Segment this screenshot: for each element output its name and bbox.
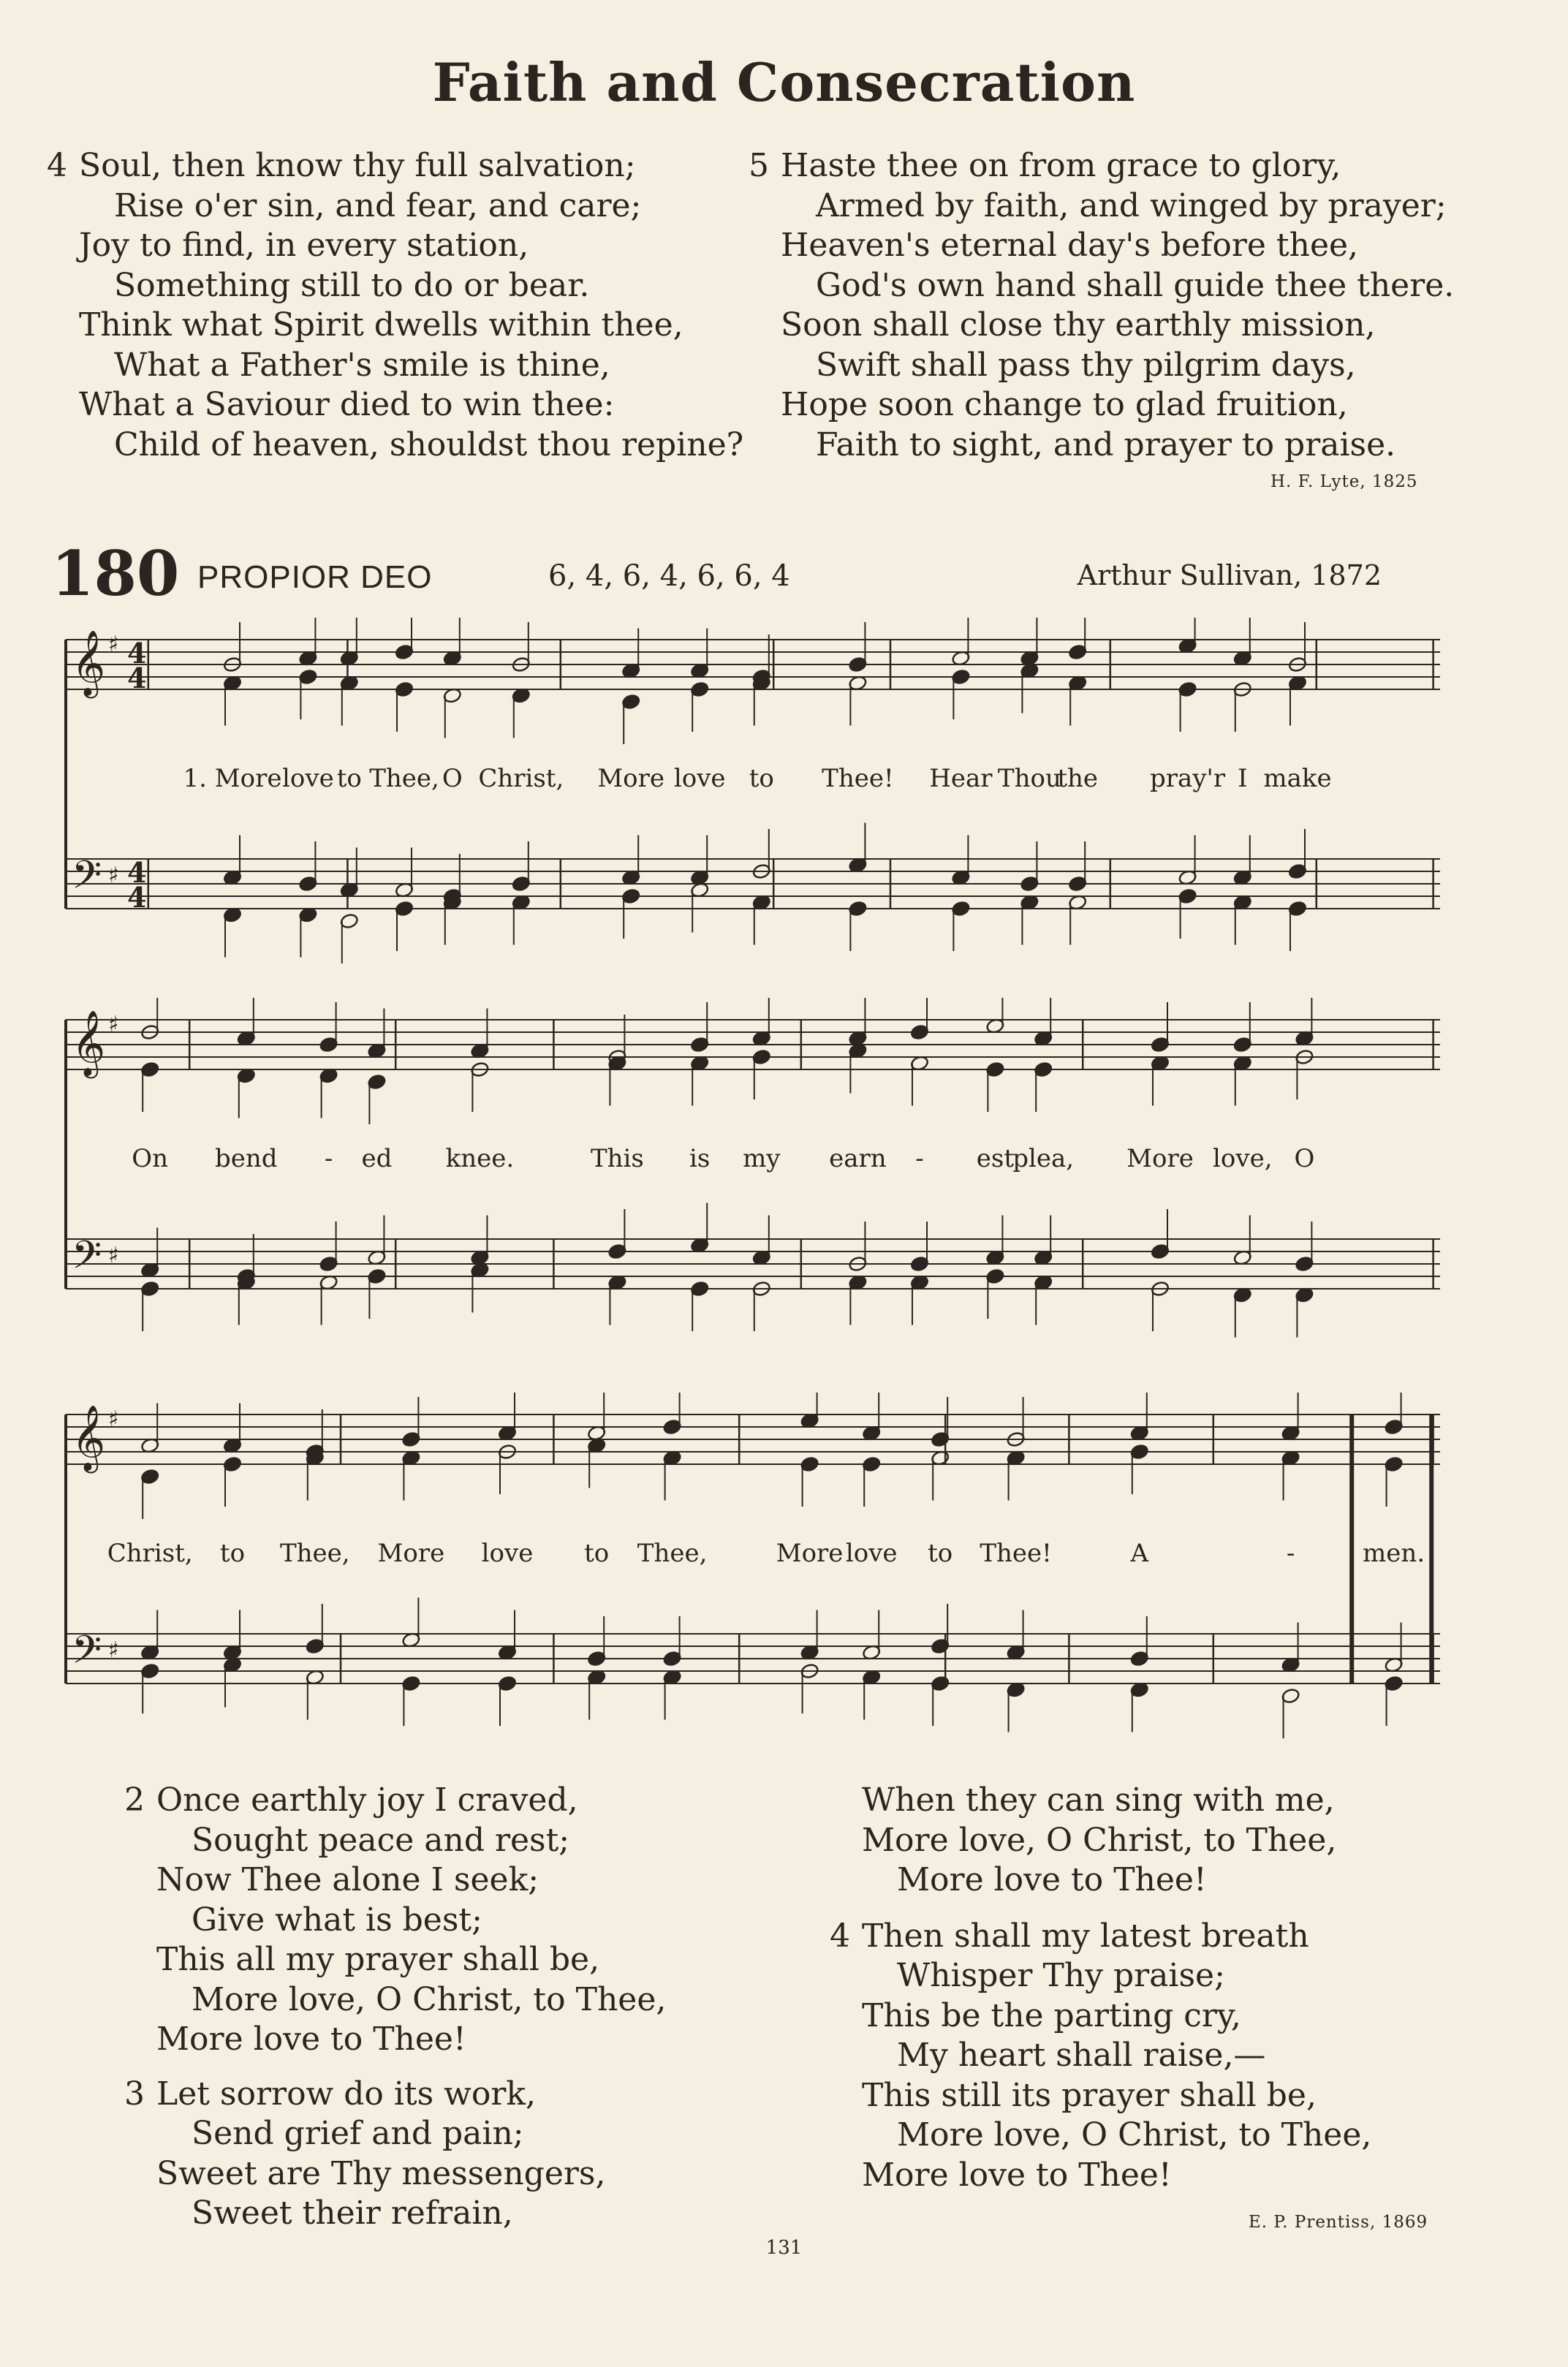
lyric-syllable: love (673, 764, 726, 793)
verse-line (124, 1901, 666, 1941)
verse-line (47, 346, 743, 386)
hymn-header (51, 537, 1520, 610)
verse-line-text: Something still to do or bear. (114, 266, 590, 304)
key-signature-sharp: ♯ (108, 1406, 119, 1432)
verse-line (830, 2156, 1371, 2196)
verse-line (124, 1860, 666, 1901)
stanzas-3-cont-4 (830, 1781, 1371, 2195)
lyric-syllable: to (336, 764, 362, 793)
verse-line (749, 385, 1454, 425)
verse-line (830, 1821, 1371, 1861)
verse-line (47, 186, 743, 227)
page-number: 131 (765, 2237, 803, 2259)
verse-line (124, 2075, 666, 2115)
lyric-syllable: More (377, 1539, 445, 1568)
lyric-syllable: pray'r (1150, 764, 1226, 793)
verse-line-text: Soon shall close thy earthly mission, (781, 306, 1376, 344)
stanza (830, 1917, 1371, 2196)
verse-line-text: Then shall my latest breath (862, 1917, 1309, 1955)
lyric-syllable: make (1263, 764, 1332, 793)
lyric-syllable: bend (215, 1144, 278, 1173)
verse-line-text: Heaven's eternal day's before thee, (781, 227, 1359, 264)
verse-line (749, 186, 1454, 227)
lyric-syllable: love (481, 1539, 534, 1568)
lyric-line (51, 1539, 1455, 1575)
stanzas-2-3 (124, 1781, 666, 2234)
key-signature-sharp: ♯ (108, 1012, 119, 1037)
time-signature-numerator: 4 (127, 637, 147, 670)
verse-line-text: More love to Thee! (862, 2156, 1172, 2194)
lyric-syllable: the (1057, 764, 1099, 793)
verse-line-text: This be the parting cry, (862, 1996, 1241, 2034)
bass-clef: 𝄢 (72, 1628, 102, 1682)
verse-line-text: Let sorrow do its work, (156, 2075, 536, 2113)
verse-line (47, 306, 743, 346)
verse-line (47, 425, 743, 466)
music-system-1 (51, 618, 1455, 969)
verse-line (830, 1996, 1371, 2037)
verse-line-text: Send grief and pain; (192, 2115, 524, 2152)
verse-line-text: My heart shall raise,— (897, 2037, 1266, 2074)
lyric-syllable: Hear (929, 764, 993, 793)
time-signature-numerator: 4 (127, 856, 147, 889)
lyric-line (51, 1144, 1455, 1181)
verse-line-text: More love, O Christ, to Thee, (192, 1980, 667, 2018)
meter: 6, 4, 6, 4, 6, 6, 4 (548, 559, 790, 593)
lyric-syllable: - (1286, 1539, 1295, 1568)
lyric-syllable: plea, (1012, 1144, 1075, 1173)
verse-line (124, 2114, 666, 2154)
time-signature-denominator: 4 (127, 881, 147, 914)
verse-line-text: More love, O Christ, to Thee, (862, 1821, 1337, 1859)
stanza (124, 1781, 666, 2060)
verse-line-text: Sweet their refrain, (192, 2194, 513, 2232)
verse-line (124, 1821, 666, 1861)
verse-line (749, 306, 1454, 346)
lyric-syllable: ed (361, 1144, 393, 1173)
lyric-syllable: - (915, 1144, 924, 1173)
lyric-syllable: This (590, 1144, 644, 1173)
key-signature-sharp: ♯ (108, 632, 119, 657)
lyric-syllable: Thee! (980, 1539, 1052, 1568)
verse-line (749, 226, 1454, 266)
stanza (124, 2075, 666, 2234)
stanza-number: 5 (749, 147, 769, 184)
verse-line (124, 1940, 666, 1980)
stanza (830, 1781, 1371, 1901)
hymn-number: 180 (51, 537, 180, 610)
music-system-3 (51, 1393, 1455, 1743)
lyric-syllable: Christ, (478, 764, 564, 793)
verse-line (749, 146, 1454, 186)
verse-line (47, 266, 743, 306)
verse-line-text: Rise o'er sin, and fear, and care; (114, 186, 642, 224)
lyric-syllable: A (1130, 1539, 1149, 1568)
verse-line-text: What a Father's smile is thine, (114, 346, 610, 384)
verse-line-text: God's own hand shall guide thee there. (816, 266, 1455, 304)
verse-line-text: This still its prayer shall be, (862, 2076, 1317, 2114)
verse-line-text: Joy to find, in every station, (79, 227, 529, 264)
lyric-syllable: love (282, 764, 334, 793)
verse-line (830, 1860, 1371, 1901)
verse-line-text: Give what is best; (192, 1901, 482, 1939)
verse-line-text: More love to Thee! (156, 2021, 466, 2058)
verse-line-text: What a Saviour died to win thee: (79, 386, 615, 423)
verse-line-text: Sought peace and rest; (192, 1821, 570, 1859)
lyric-syllable: love (845, 1539, 898, 1568)
lyric-syllable: - (324, 1144, 333, 1173)
lyric-syllable: Thee, (369, 764, 439, 793)
verse-line (830, 1917, 1371, 1957)
verse-line-text: Now Thee alone I seek; (156, 1861, 539, 1898)
tune-name: PROPIOR DEO (197, 559, 433, 595)
verse-line (124, 1980, 666, 2021)
lyric-syllable: men. (1363, 1539, 1425, 1568)
lyric-syllable: More (1126, 1144, 1194, 1173)
lyric-syllable: earn (829, 1144, 887, 1173)
verse-line-text: Think what Spirit dwells within thee, (79, 306, 683, 344)
stanza-5-previous-hymn (749, 146, 1454, 465)
verse-line-text: When they can sing with me, (862, 1781, 1335, 1819)
verse-line (47, 146, 743, 186)
verse-line (830, 2116, 1371, 2156)
bass-clef: 𝄢 (72, 853, 102, 907)
lyric-syllable: to (219, 1539, 246, 1568)
verse-line (749, 425, 1454, 466)
lyric-syllable: More (597, 764, 665, 793)
lyric-syllable: O (442, 764, 463, 793)
verse-line-text: More love, O Christ, to Thee, (897, 2116, 1372, 2154)
verse-line (47, 385, 743, 425)
lyric-syllable: love, (1213, 1144, 1273, 1173)
lyric-syllable: Thee! (822, 764, 894, 793)
lyric-syllable: Thee, (279, 1539, 350, 1568)
verse-line-text: This all my prayer shall be, (156, 1941, 600, 1978)
key-signature-sharp: ♯ (108, 1637, 119, 1663)
verse-line (749, 346, 1454, 386)
verse-line (124, 2020, 666, 2060)
stanza-4-previous-hymn (47, 146, 743, 465)
treble-clef: 𝄞 (72, 1010, 106, 1076)
time-signature-denominator: 4 (127, 662, 147, 694)
verse-line-text: Faith to sight, and prayer to praise. (816, 425, 1396, 463)
stanza (47, 146, 743, 465)
key-signature-sharp: ♯ (108, 1243, 119, 1268)
lyric-syllable: to (928, 1539, 953, 1568)
lyric-syllable: On (132, 1144, 169, 1173)
verse-line (830, 2036, 1371, 2076)
lyric-syllable: knee. (445, 1144, 515, 1173)
verse-line (124, 2194, 666, 2234)
stanza (749, 146, 1454, 465)
lyric-syllable: O (1294, 1144, 1315, 1173)
verse-line-text: Soul, then know thy full salvation; (79, 147, 636, 184)
verse-line (830, 1956, 1371, 1996)
lyric-syllable: Thou (997, 764, 1061, 793)
lyric-syllable: I (1238, 764, 1248, 793)
lyric-syllable: is (689, 1144, 711, 1173)
verse-line-text: Sweet are Thy messengers, (156, 2154, 606, 2192)
verse-line-text: Swift shall pass thy pilgrim days, (816, 346, 1356, 384)
verse-line (830, 2076, 1371, 2116)
verse-line-text: Hope soon change to glad fruition, (781, 386, 1348, 423)
lyric-syllable: my (743, 1144, 781, 1173)
key-signature-sharp: ♯ (108, 863, 119, 888)
verse-line (124, 2154, 666, 2194)
verse-line (830, 1781, 1371, 1821)
lyric-syllable: to (749, 764, 774, 793)
verse-line (124, 1781, 666, 1821)
page-title: Faith and Consecration (432, 51, 1136, 113)
verse-line (749, 266, 1454, 306)
lyric-syllable: Christ, (107, 1539, 193, 1568)
stanza-number: 4 (830, 1917, 850, 1955)
author-credit-lyte: H. F. Lyte, 1825 (1270, 472, 1418, 491)
verse-line-text: Haste thee on from grace to glory, (781, 147, 1341, 184)
verse-line-text: Whisper Thy praise; (897, 1957, 1225, 1994)
verse-line-text: More love to Thee! (897, 1861, 1207, 1898)
lyric-syllable: Thee, (637, 1539, 708, 1568)
verse-line-text: Armed by faith, and winged by prayer; (816, 186, 1447, 224)
lyric-syllable: 1. More (183, 764, 282, 793)
lyric-syllable: More (776, 1539, 844, 1568)
stanza-number: 2 (124, 1781, 145, 1819)
music-system-2 (51, 998, 1455, 1349)
stanza-number: 4 (47, 147, 67, 184)
stanza-number: 3 (124, 2075, 145, 2113)
verse-line-text: Once earthly joy I craved, (156, 1781, 578, 1819)
lyric-line (51, 764, 1455, 800)
bass-clef: 𝄢 (72, 1233, 102, 1287)
lyric-syllable: est (976, 1144, 1015, 1173)
verse-line-text: Child of heaven, shouldst thou repine? (114, 425, 744, 463)
treble-clef: 𝄞 (72, 630, 106, 696)
verse-line (47, 226, 743, 266)
author-credit-prentiss: E. P. Prentiss, 1869 (1249, 2213, 1428, 2232)
treble-clef: 𝄞 (72, 1405, 106, 1471)
composer-credit: Arthur Sullivan, 1872 (1077, 559, 1382, 591)
lyric-syllable: to (584, 1539, 610, 1568)
